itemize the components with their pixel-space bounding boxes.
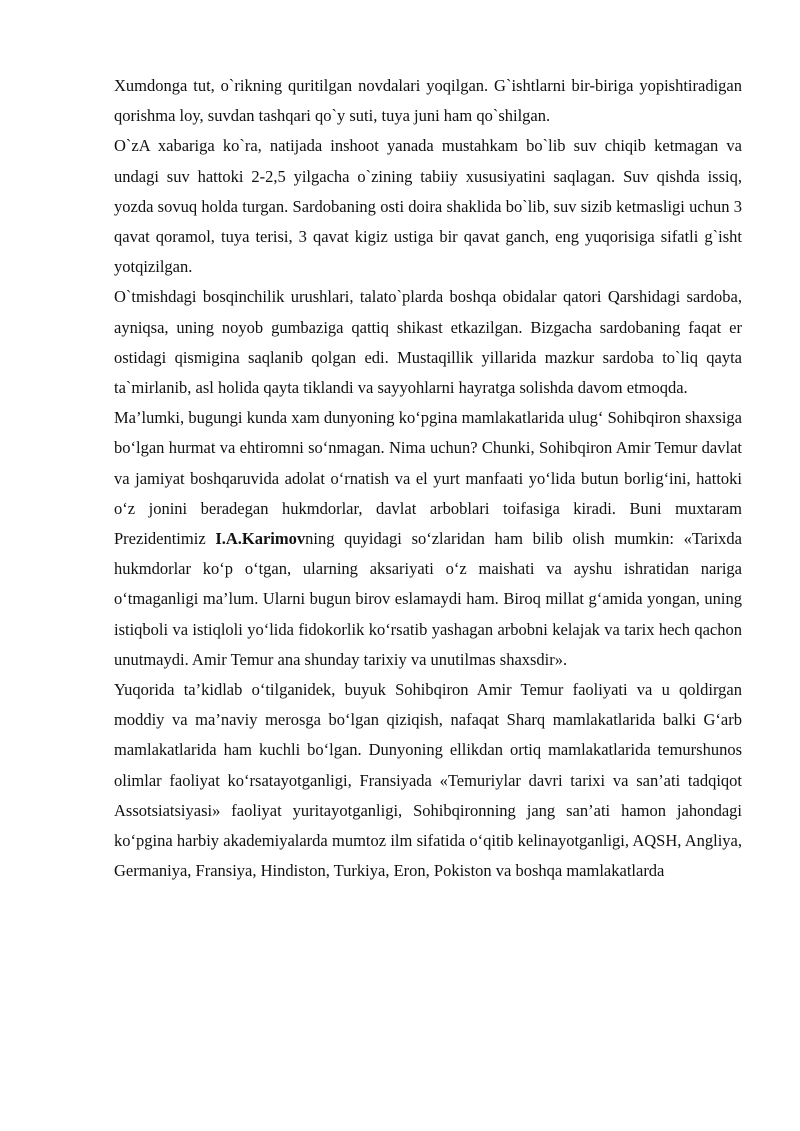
- paragraph-4-text-after: ning quyidagi so‘zlaridan ham bilib olish mumkin: «Tarixda hukmdorlar ko‘p o‘tgan, ularning aksariyati o‘z maishati va ayshu ishratidan nariga o‘tmaganligi ma’lum. Ularni bugun birov eslamaydi ham. Biroq millat g‘amida yongan, uning istiqboli va istiqloli yo‘lida fidokorlik ko‘rsatib yashagan arbobni kelajak va tarix hech qachon unutmaydi. Amir Temur ana shunday tarixiy va unutilmas shaxsdir».: [114, 529, 742, 669]
- paragraph-1: Xumdonga tut, o`rikning quritilgan novdalari yoqilgan. G`ishtlarni bir-biriga yopishtiradigan qorishma loy, suvdan tashqari qo`y suti, tuya juni ham qo`shilgan.: [114, 76, 742, 126]
- body-text: [114, 71, 742, 886]
- paragraph-4-text-before: Ma’lumki, bugungi kunda xam dunyoning ko‘pgina mamlakatlarida ulug‘ Sohibqiron shaxsiga bo‘lgan hurmat va ehtiromni so‘nmagan. Nima uchun? Chunki, Sohibqiron Amir Temur davlat va jamiyat boshqaruvida adolat o‘rnatish va el yurt manfaati yo‘lida butun borlig‘ini, hattoki o‘z jonini beradegan hukmdorlar, davlat arboblari toifasiga kiradi. Buni muxtaram Prezidentimiz: [114, 408, 742, 549]
- paragraph-5: Yuqorida ta’kidlab o‘tilganidek, buyuk Sohibqiron Amir Temur faoliyati va u qoldirgan moddiy va ma’naviy merosga bo‘lgan qiziqish, nafaqat Sharq mamlakatlarida balki G‘arb mamlakatlarida ham kuchli bo‘lgan. Dunyoning ellikdan ortiq mamlakatlarida temurshunos olimlar faoliyat ko‘rsatayotganligi, Fransiyada «Temuriylar davri tarixi va san’ati tadqiqot Assotsiatsiyasi» faoliyat yuritayotganligi, Sohibqironning jang san’ati hamon jahondagi ko‘pgina harbiy akademiyalarda mumtoz ilm sifatida o‘qitib kelinayotganligi, AQSH, Angliya, Germaniya, Fransiya, Hindiston, Turkiya, Eron, Pokiston va boshqa mamlakatlarda: [114, 680, 742, 881]
- paragraph-4: [114, 403, 742, 675]
- paragraph-2: O`zA xabariga ko`ra, natijada inshoot yanada mustahkam bo`lib suv chiqib ketmagan va undagi suv hattoki 2-2,5 yilgacha o`zining tabiiy xususiyatini saqlagan. Suv qishda issiq, yozda sovuq holda turgan. Sardobaning osti doira shaklida bo`lib, suv sizib ketmasligi uchun 3 qavat qoramol, tuya terisi, 3 qavat kigiz ustiga bir qavat ganch, eng yuqorisiga sifatli g`isht yotqizilgan.: [114, 136, 742, 277]
- bold-name: I.A.Karimov: [215, 529, 306, 549]
- paragraph-3: O`tmishdagi bosqinchilik urushlari, talato`plarda boshqa obidalar qatori Qarshidagi sardoba, ayniqsa, uning noyob gumbaziga qattiq shikast etkazilgan. Bizgacha sardobaning faqat er ostidagi qismigina saqlanib qolgan edi. Mustaqillik yillarida mazkur sardoba to`liq qayta ta`mirlanib, asl holida qayta tiklandi va sayyohlarni hayratga solishda davom etmoqda.: [114, 287, 742, 398]
